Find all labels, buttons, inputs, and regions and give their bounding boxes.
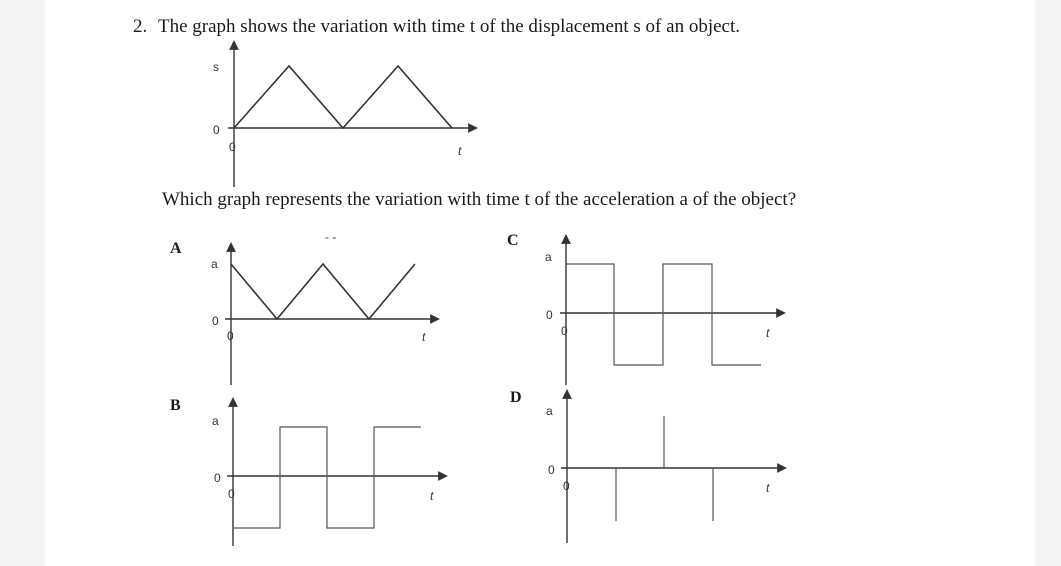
option-a-origin-y: 0 <box>212 314 219 328</box>
graph-option-b[interactable] <box>212 399 446 546</box>
option-a-curve <box>231 264 415 319</box>
option-c-curve <box>566 264 761 365</box>
option-a-origin-x: 0 <box>227 329 234 343</box>
option-b-curve <box>233 427 421 528</box>
option-a-x-label: t <box>422 330 426 344</box>
option-d-origin-y: 0 <box>548 463 555 477</box>
graph-option-d[interactable] <box>546 391 785 543</box>
option-b-y-label: a <box>212 414 219 428</box>
decorative-dashes: - - <box>325 230 337 244</box>
main-origin-y: 0 <box>213 123 220 137</box>
question-stem-text: The graph shows the variation with time t of the displacement s of an object. <box>158 16 740 37</box>
option-d-y-label: a <box>546 404 553 418</box>
option-c-x-label: t <box>766 326 770 340</box>
option-a-letter[interactable]: A <box>170 240 182 257</box>
option-c-origin-y: 0 <box>546 308 553 322</box>
main-origin-x: 0 <box>229 140 236 154</box>
option-b-origin-x: 0 <box>228 487 235 501</box>
question-prompt: Which graph represents the variation with time t of the acceleration a of the object? <box>162 189 797 210</box>
option-b-origin-y: 0 <box>214 471 221 485</box>
option-d-origin-x: 0 <box>563 479 570 493</box>
main-y-label: s <box>213 60 219 74</box>
option-c-origin-x: 0 <box>561 324 568 338</box>
graph-option-c[interactable] <box>545 236 784 385</box>
option-d-letter[interactable]: D <box>510 389 522 406</box>
option-c-letter[interactable]: C <box>507 232 519 249</box>
option-b-letter[interactable]: B <box>170 397 181 414</box>
option-b-x-label: t <box>430 489 434 503</box>
option-c-y-label: a <box>545 250 552 264</box>
displacement-curve <box>234 66 452 128</box>
displacement-graph <box>213 42 476 187</box>
graph-option-a[interactable] <box>211 244 438 385</box>
main-x-label: t <box>458 144 462 158</box>
option-d-x-label: t <box>766 481 770 495</box>
question-number: 2. <box>133 16 148 37</box>
option-a-y-label: a <box>211 257 218 271</box>
